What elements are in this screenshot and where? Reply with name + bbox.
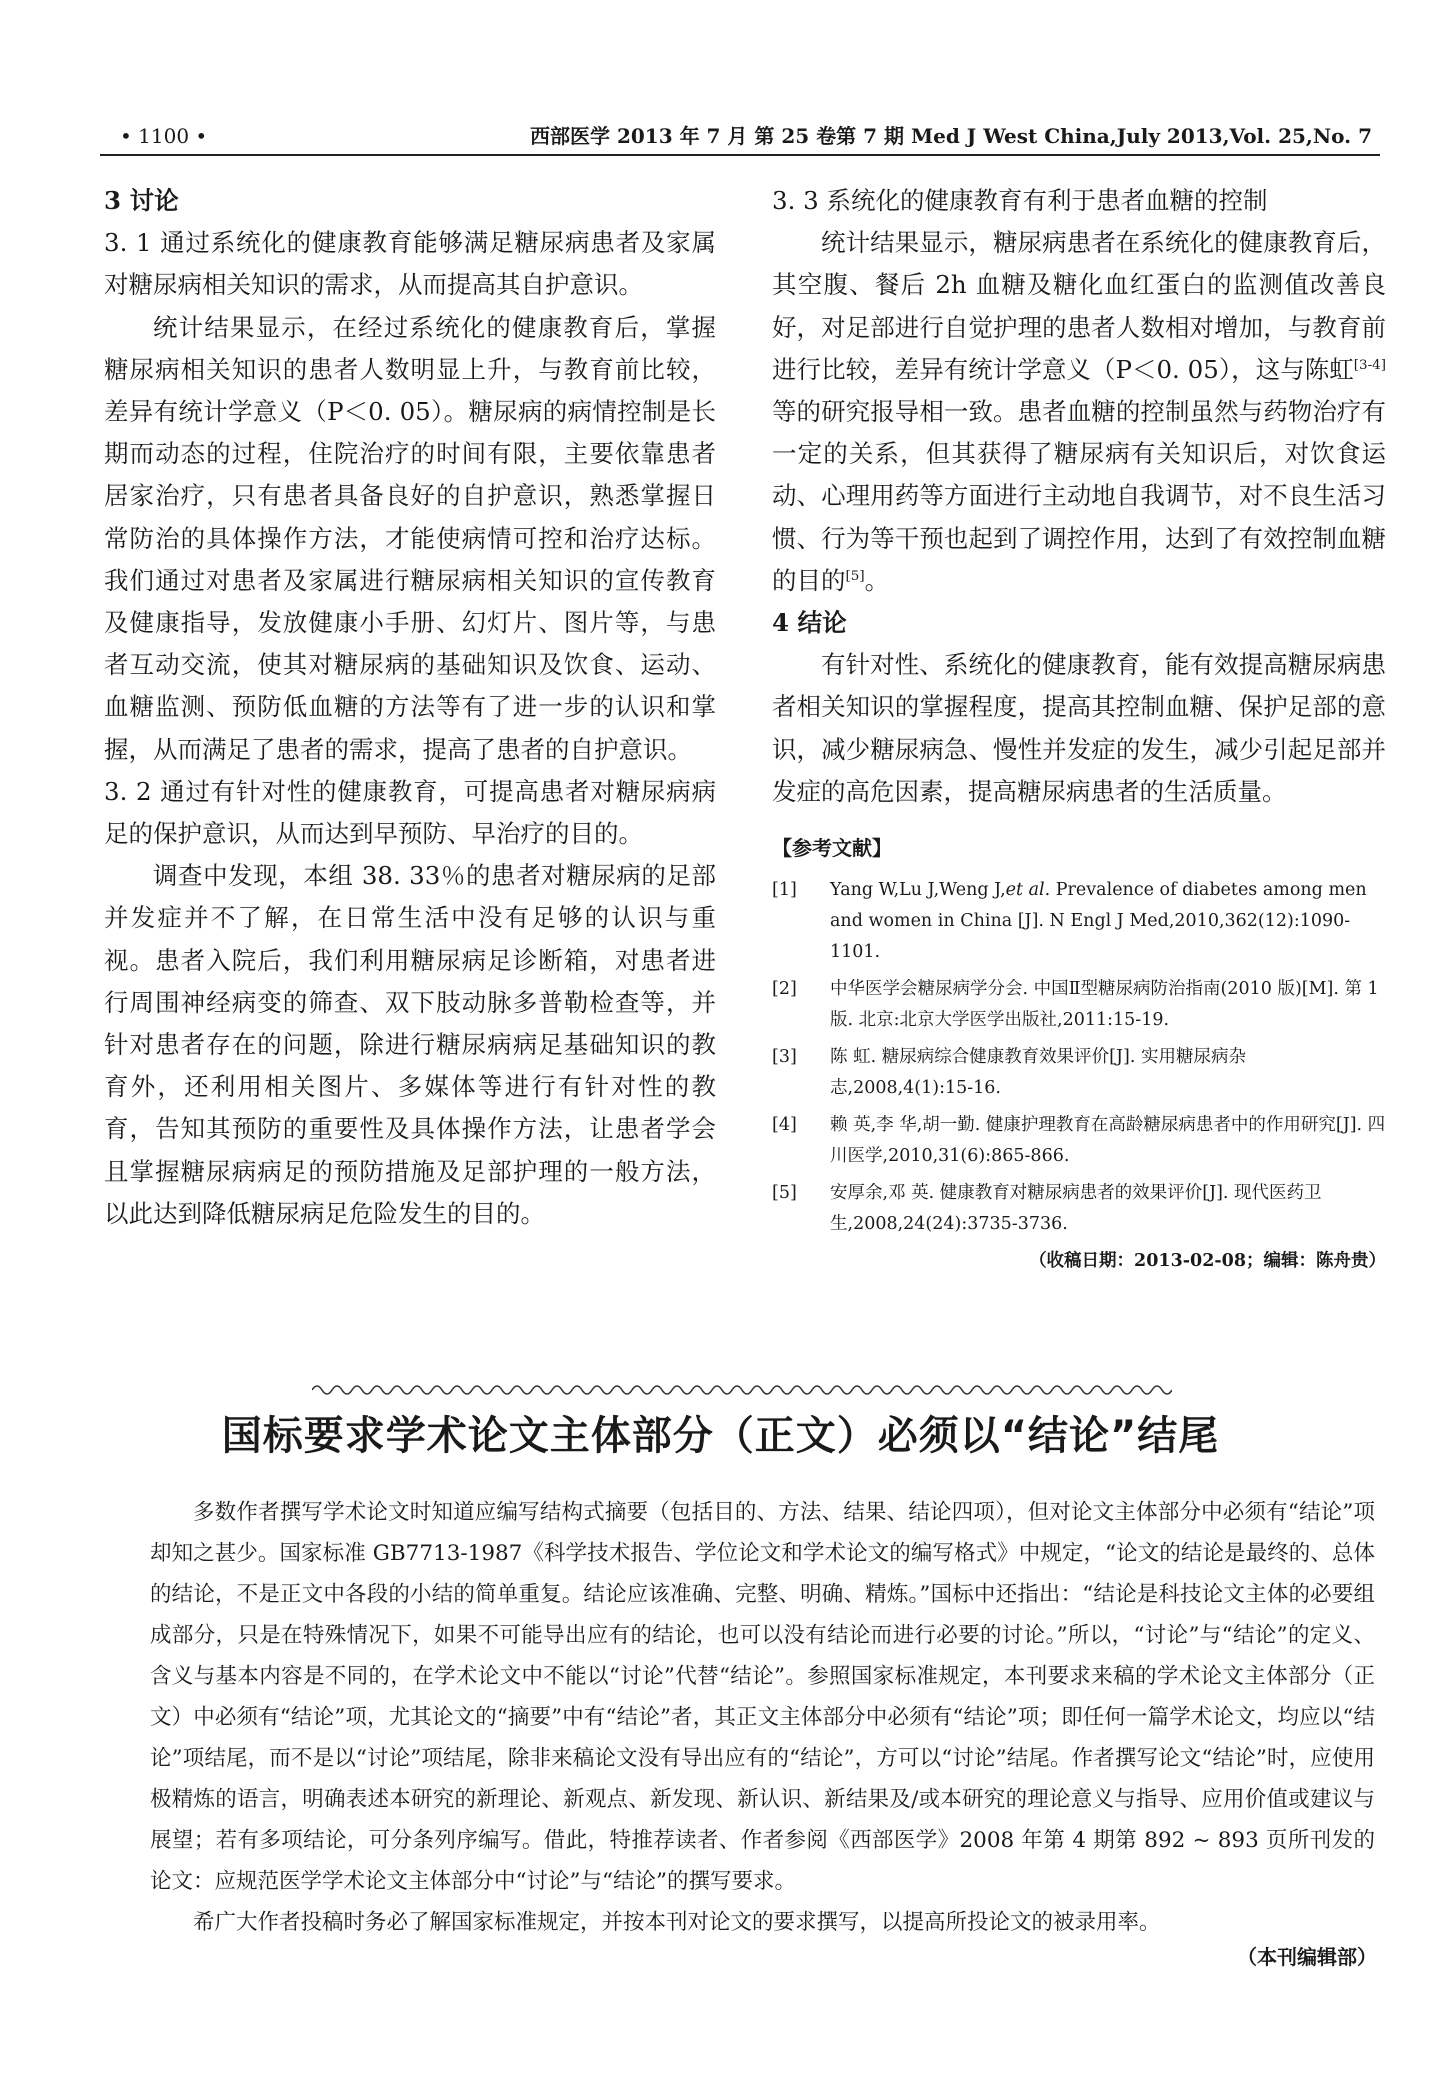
right-column	[772, 180, 1386, 1276]
s33-text-2: 等的研究报导相一致。患者血糖的控制虽然与药物治疗有一定的关系，但其获得了糖尿病有关知识后，对饮食运动、心理用药等方面进行主动地自我调节，对不良生活习惯、行为等干预也起到了调控作用，达到了有效控制血糖的目的	[772, 397, 1386, 595]
journal-citation: 西部医学 2013 年 7 月 第 25 卷第 7 期 Med J West China,July 2013,Vol. 25,No. 7	[530, 124, 1372, 148]
wavy-divider	[312, 1380, 1172, 1400]
reference-text-tail: . Prevalence of diabetes among men and women in China [J]. N Engl J Med,2010,362(12):1090-1101.	[830, 880, 1367, 963]
reference-item	[772, 1042, 1386, 1104]
subsection-3-3-heading: 3. 3 系统化的健康教育有利于患者血糖的控制	[772, 186, 1268, 215]
reference-item	[772, 1178, 1386, 1240]
subsection-3-1-heading: 3. 1 通过系统化的健康教育能够满足糖尿病患者及家属对糖尿病相关知识的需求，从而提高其自护意识。	[104, 228, 716, 300]
reference-item	[772, 875, 1386, 968]
reference-number: [3]	[772, 1047, 797, 1068]
left-column	[104, 180, 716, 1235]
s33-text-3: 。	[864, 565, 890, 595]
page-header	[100, 118, 1380, 156]
reference-item	[772, 974, 1386, 1036]
section-3-heading: 3 讨论	[104, 186, 179, 215]
reference-text: 赖 英,李 华,胡一勤. 健康护理教育在高龄糖尿病患者中的作用研究[J]. 四川医学,2010,31(6):865-866.	[830, 1115, 1386, 1167]
citation-5: [5]	[845, 567, 865, 584]
notice-body	[150, 1492, 1375, 1943]
section-4-heading: 4 结论	[772, 608, 847, 638]
notice-title: 国标要求学术论文主体部分（正文）必须以“结论”结尾	[221, 1413, 1220, 1459]
reference-number: [1]	[772, 880, 797, 901]
reference-text: 中华医学会糖尿病学分会. 中国Ⅱ型糖尿病防治指南(2010 版)[M]. 第 1 版. 北京:北京大学医学出版社,2011:15-19.	[830, 979, 1379, 1031]
reference-list	[772, 875, 1386, 1240]
subsection-3-2-body: 调查中发现，本组 38. 33％的患者对糖尿病的足部并发症并不了解，在日常生活中没有足够的认识与重视。患者入院后，我们利用糖尿病足诊断箱，对患者进行周围神经病变的筛查、双下肢动脉多普勒检查等，并针对患者存在的问题，除进行糖尿病病足基础知识的教育外，还利用相关图片、多媒体等进行有针对性的教育，告知其预防的重要性及具体操作方法，让患者学会且掌握糖尿病病足的预防措施及足部护理的一般方法，以此达到降低糖尿病足危险发生的目的。	[104, 861, 716, 1228]
subsection-3-1-body: 统计结果显示，在经过系统化的健康教育后，掌握糖尿病相关知识的患者人数明显上升，与教育前比较，差异有统计学意义（P＜0. 05）。糖尿病的病情控制是长期而动态的过程，住院治疗的时间有限，主要依靠患者居家治疗，只有患者具备良好的自护意识，熟悉掌握日常防治的具体操作方法，才能使病情可控和治疗达标。我们通过对患者及家属进行糖尿病相关知识的宣传教育及健康指导，发放健康小手册、幻灯片、图片等，与患者互动交流，使其对糖尿病的基础知识及饮食、运动、血糖监测、预防低血糖的方法等有了进一步的认识和掌握，从而满足了患者的需求，提高了患者的自护意识。	[104, 312, 716, 764]
s33-text-1: 统计结果显示，糖尿病患者在系统化的健康教育后，其空腹、餐后 2h 血糖及糖化血红蛋白的监测值改善良好，对足部进行自觉护理的患者人数相对增加，与教育前进行比较，差异有统计学意义（P＜0. 05），这与陈虹	[772, 228, 1386, 384]
reference-number: [5]	[772, 1183, 797, 1204]
reference-text: 陈 虹. 糖尿病综合健康教育效果评价[J]. 实用糖尿病杂志,2008,4(1):15-16.	[830, 1047, 1246, 1099]
reference-text: 安厚余,邓 英. 健康教育对糖尿病患者的效果评价[J]. 现代医药卫生,2008,24(24):3735-3736.	[830, 1183, 1322, 1235]
reference-item	[772, 1110, 1386, 1172]
reference-etal: et al	[1005, 880, 1045, 901]
notice-paragraph-2: 希广大作者投稿时务必了解国家标准规定，并按本刊对论文的要求撰写，以提高所投论文的被录用率。	[193, 1910, 1161, 1935]
page-number: • 1100 •	[120, 124, 208, 148]
citation-3-4: [3-4]	[1353, 356, 1386, 373]
received-date-editor: （收稿日期：2013-02-08；编辑：陈舟贵）	[1029, 1251, 1386, 1272]
reference-number: [4]	[772, 1115, 797, 1136]
subsection-3-2-heading: 3. 2 通过有针对性的健康教育，可提高患者对糖尿病病足的保护意识，从而达到早预防、早治疗的目的。	[104, 776, 716, 849]
editorial-signature: （本刊编辑部）	[1237, 1945, 1377, 1969]
reference-text: Yang W,Lu J,Weng J,	[830, 880, 1006, 901]
section-4-body: 有针对性、系统化的健康教育，能有效提高糖尿病患者相关知识的掌握程度，提高其控制血糖、保护足部的意识，减少糖尿病急、慢性并发症的发生，减少引起足部并发症的高危因素，提高糖尿病患者的生活质量。	[772, 650, 1386, 806]
reference-number: [2]	[772, 979, 797, 1000]
notice-paragraph-1: 多数作者撰写学术论文时知道应编写结构式摘要（包括目的、方法、结果、结论四项），但对论文主体部分中必须有“结论”项却知之甚少。国家标准 GB7713-1987《科学技术报告、学位论文和学术论文的编写格式》中规定，“论文的结论是最终的、总体的结论，不是正文中各段的小结的简单重复。结论应该准确、完整、明确、精炼。”国标中还指出：“结论是科技论文主体的必要组成部分，只是在特殊情况下，如果不可能导出应有的结论，也可以没有结论而进行必要的讨论。”所以，“讨论”与“结论”的定义、含义与基本内容是不同的，在学术论文中不能以“讨论”代替“结论”。参照国家标准规定，本刊要求来稿的学术论文主体部分（正文）中必须有“结论”项，尤其论文的“摘要”中有“结论”者，其正文主体部分中必须有“结论”项；即任何一篇学术论文，均应以“结论”项结尾，而不是以“讨论”项结尾，除非来稿论文没有导出应有的“结论”，方可以“讨论”结尾。作者撰写论文“结论”时，应使用极精炼的语言，明确表述本研究的新理论、新观点、新发现、新认识、新结果及/或本研究的理论意义与指导、应用价值或建议与展望；若有多项结论，可分条列序编写。借此，特推荐读者、作者参阅《西部医学》2008 年第 4 期第 892 ~ 893 页所刊发的论文：应规范医学学术论文主体部分中“讨论”与“结论”的撰写要求。	[150, 1500, 1375, 1894]
subsection-3-3-body	[772, 222, 1386, 602]
wavy-divider-line	[312, 1386, 1172, 1394]
references-heading: 【参考文献】	[772, 836, 892, 861]
